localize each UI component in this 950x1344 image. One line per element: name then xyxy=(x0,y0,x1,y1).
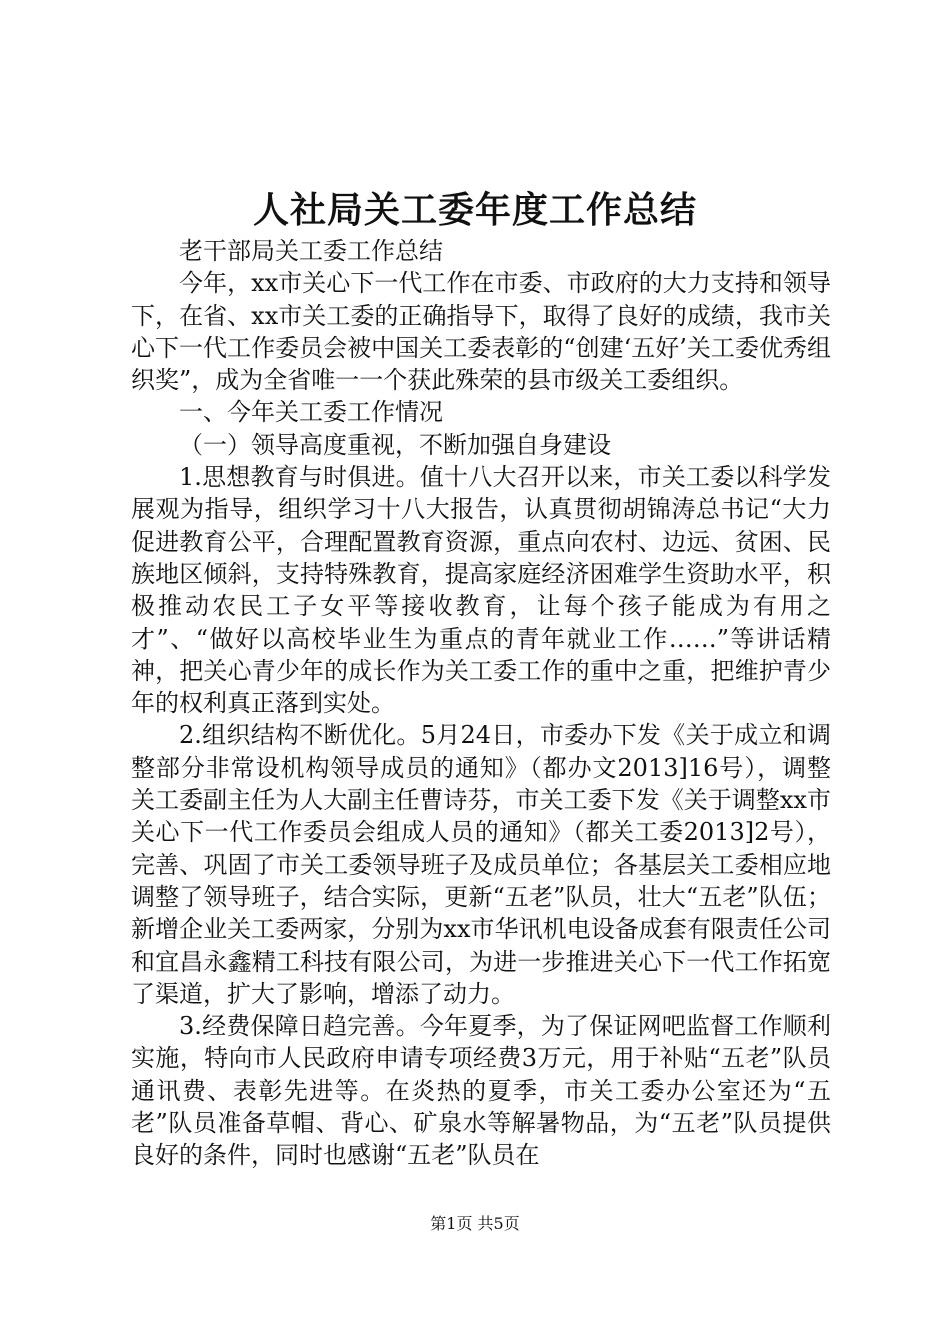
paragraph-intro: 今年，xx市关心下一代工作在市委、市政府的大力支持和领导下，在省、xx市关工委的正确指导下，取得了良好的成绩，我市关心下一代工作委员会被中国关工委表彰的“创建‘五好’关工委优秀组织奖”，成为全省唯一一个获此殊荣的县市级关工委组织。 xyxy=(131,269,831,395)
paragraph-subtitle: 老干部局关工委工作总结 xyxy=(179,237,443,265)
paragraph-item-2: 2.组织结构不断优化。5月24日，市委办下发《关于成立和调整部分非常设机构领导成员的通知》（都办文2013]16号），调整关工委副主任为人大副主任曹诗芬，市关工委下发《关于调整xx市关心下一代工作委员会组成人员的通知》（都关工委2013]2号），完善、巩固了市关工委领导班子及成员单位；各基层关工委相应地调整了领导班子，结合实际，更新“五老”队员，壮大“五老”队伍；新增企业关工委两家，分别为xx市华讯机电设备成套有限责任公司和宜昌永鑫精工科技有限公司，为进一步推进关心下一代工作拓宽了渠道，扩大了影响，增添了动力。 xyxy=(131,721,831,1008)
document-body xyxy=(131,235,831,1172)
paragraph-item-1: 1.思想教育与时俱进。值十八大召开以来，市关工委以科学发展观为指导，组织学习十八大报告，认真贯彻胡锦涛总书记“大力促进教育公平，合理配置教育资源，重点向农村、边远、贫困、民族地区倾斜，支持特殊教育，提高家庭经济困难学生资助水平，积极推动农民工子女平等接收教育，让每个孩子能成为有用之才”、“做好以高校毕业生为重点的青年就业工作……”等讲话精神，把关心青少年的成长作为关工委工作的重中之重，把维护青少年的权利真正落到实处。 xyxy=(131,463,831,718)
heading-section-1: 一、今年关工委工作情况 xyxy=(179,398,443,427)
paragraph-item-3: 3.经费保障日趋完善。今年夏季，为了保证网吧监督工作顺利实施，特向市人民政府申请专项经费3万元，用于补贴“五老”队员通讯费、表彰先进等。在炎热的夏季，市关工委办公室还为“五老”队员准备草帽、背心、矿泉水等解暑物品，为“五老”队员提供良好的条件，同时也感谢“五老”队员在 xyxy=(131,1012,831,1170)
page-number-footer: 第1页 共5页 xyxy=(430,1214,520,1233)
heading-subsection-1: （一）领导高度重视，不断加强自身建设 xyxy=(179,430,611,459)
document-title: 人社局关工委年度工作总结 xyxy=(252,189,697,231)
